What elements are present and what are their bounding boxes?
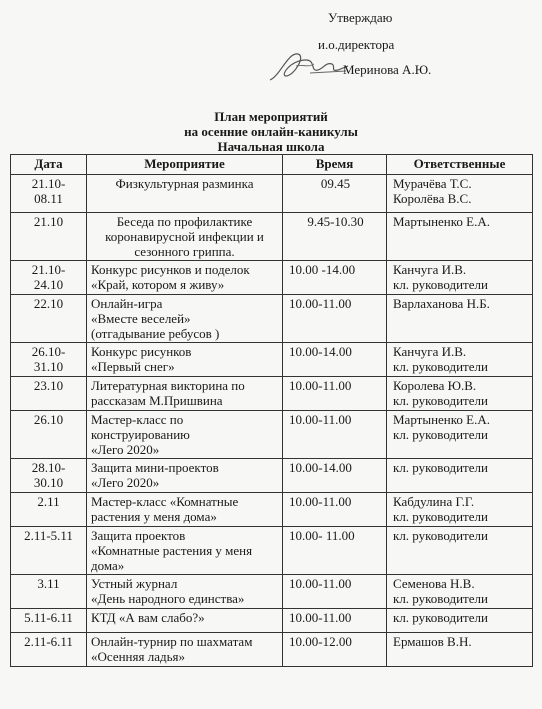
cell-responsible: Мартыненко Е.А. кл. руководители <box>387 411 533 459</box>
header-responsible: Ответственные <box>387 155 533 175</box>
table-row <box>11 295 533 343</box>
table-header-row <box>11 155 533 175</box>
cell-time: 10.00-11.00 <box>283 493 387 527</box>
cell-time: 09.45 <box>283 175 387 213</box>
cell-event: Устный журнал «День народного единства» <box>87 575 283 609</box>
cell-responsible: Королева Ю.В. кл. руководители <box>387 377 533 411</box>
cell-event: Мастер-класс «Комнатные растения у меня дома» <box>87 493 283 527</box>
cell-time: 10.00-11.00 <box>283 411 387 459</box>
signature-icon <box>266 46 350 86</box>
table-row <box>11 213 533 261</box>
cell-responsible: Семенова Н.В. кл. руководители <box>387 575 533 609</box>
cell-time: 10.00-11.00 <box>283 377 387 411</box>
cell-responsible: Варлаханова Н.Б. <box>387 295 533 343</box>
cell-event: КТД «А вам слабо?» <box>87 609 283 633</box>
cell-event: Конкурс рисунков «Первый снег» <box>87 343 283 377</box>
table-row <box>11 459 533 493</box>
cell-date: 21.10 <box>11 213 87 261</box>
title-line-3: Начальная школа <box>217 139 325 154</box>
cell-time: 10.00-11.00 <box>283 295 387 343</box>
cell-time: 9.45-10.30 <box>283 213 387 261</box>
title-line-1: План мероприятий <box>214 109 328 124</box>
cell-responsible: Ермашов В.Н. <box>387 633 533 667</box>
cell-date: 28.10- 30.10 <box>11 459 87 493</box>
header-time: Время <box>283 155 387 175</box>
header-date: Дата <box>11 155 87 175</box>
cell-responsible: кл. руководители <box>387 609 533 633</box>
cell-event: Физкультурная разминка <box>87 175 283 213</box>
cell-date: 3.11 <box>11 575 87 609</box>
table-row <box>11 575 533 609</box>
cell-date: 26.10- 31.10 <box>11 343 87 377</box>
cell-responsible: Кабдулина Г.Г. кл. руководители <box>387 493 533 527</box>
cell-time: 10.00-14.00 <box>283 459 387 493</box>
table-row <box>11 527 533 575</box>
cell-responsible: Мартыненко Е.А. <box>387 213 533 261</box>
approval-line-approve: Утверждаю <box>328 10 393 25</box>
cell-date: 21.10- 24.10 <box>11 261 87 295</box>
cell-event: Защита проектов «Комнатные растения у меня дома» <box>87 527 283 575</box>
table-row <box>11 343 533 377</box>
header-event: Мероприятие <box>87 155 283 175</box>
cell-event: Мастер-класс по конструированию «Лего 2020» <box>87 411 283 459</box>
cell-date: 2.11 <box>11 493 87 527</box>
cell-event: Защита мини-проектов «Лего 2020» <box>87 459 283 493</box>
cell-date: 23.10 <box>11 377 87 411</box>
title-line-2: на осенние онлайн-каникулы <box>184 124 358 139</box>
cell-time: 10.00-11.00 <box>283 575 387 609</box>
cell-event: Онлайн-турнир по шахматам «Осенняя ладья» <box>87 633 283 667</box>
cell-responsible: Канчуга И.В. кл. руководители <box>387 261 533 295</box>
approval-line-position: и.о.директора <box>318 37 395 52</box>
cell-time: 10.00-11.00 <box>283 609 387 633</box>
cell-responsible: кл. руководители <box>387 527 533 575</box>
cell-event: Конкурс рисунков и поделок «Край, котором я живу» <box>87 261 283 295</box>
cell-date: 22.10 <box>11 295 87 343</box>
cell-event: Литературная викторина по рассказам М.Пришвина <box>87 377 283 411</box>
cell-date: 21.10- 08.11 <box>11 175 87 213</box>
cell-responsible: кл. руководители <box>387 459 533 493</box>
cell-event: Онлайн-игра «Вместе веселей» (отгадывание ребусов ) <box>87 295 283 343</box>
cell-date: 26.10 <box>11 411 87 459</box>
cell-time: 10.00-12.00 <box>283 633 387 667</box>
cell-time: 10.00-14.00 <box>283 343 387 377</box>
approval-line-name: Меринова А.Ю. <box>343 62 432 77</box>
cell-time: 10.00- 11.00 <box>283 527 387 575</box>
cell-event: Беседа по профилактике коронавирусной инфекции и сезонного гриппа. <box>87 213 283 261</box>
table-row <box>11 377 533 411</box>
table-row <box>11 175 533 213</box>
table-row <box>11 261 533 295</box>
events-table <box>10 154 533 667</box>
cell-responsible: Канчуга И.В. кл. руководители <box>387 343 533 377</box>
cell-time: 10.00 -14.00 <box>283 261 387 295</box>
cell-date: 2.11-6.11 <box>11 633 87 667</box>
cell-responsible: Мурачёва Т.С. Королёва В.С. <box>387 175 533 213</box>
table-row <box>11 633 533 667</box>
table-row <box>11 609 533 633</box>
table-row <box>11 411 533 459</box>
table-row <box>11 493 533 527</box>
cell-date: 2.11-5.11 <box>11 527 87 575</box>
cell-date: 5.11-6.11 <box>11 609 87 633</box>
